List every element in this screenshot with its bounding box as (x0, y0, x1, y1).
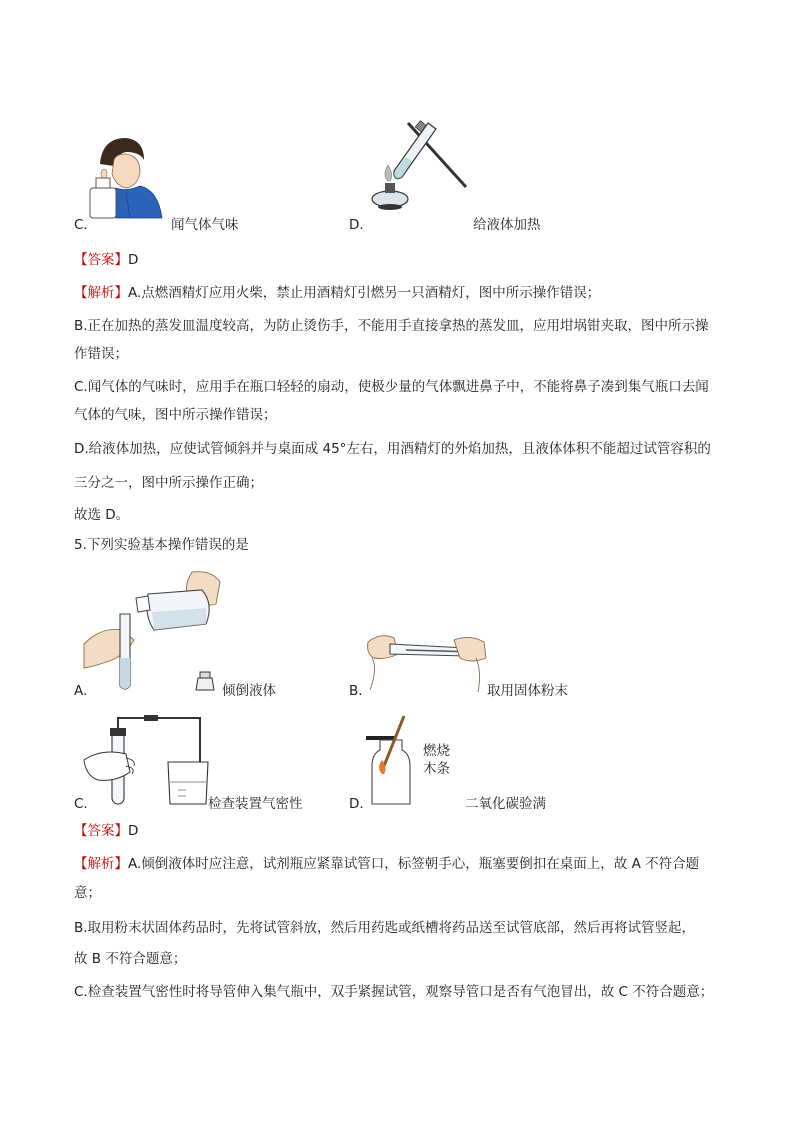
q5-analysis-line: C.检查装置气密性时将导管伸入集气瓶中，双手紧握试管，观察导管口是否有气泡冒出，故 C 不符合题意； (74, 984, 714, 1000)
q4-option-d-letter: D. (349, 217, 364, 233)
q4-option-c-letter: C. (74, 217, 88, 233)
q5-option-d-figure-text-2: 木条 (423, 761, 450, 777)
q5-option-d-caption: 二氧化碳验满 (465, 796, 546, 812)
q5-analysis-line: 【解析】A.倾倒液体时应注意，试剂瓶应紧靠试管口，标签朝手心，瓶塞要倒扣在桌面上，故 A 不符合题 (74, 856, 700, 872)
q5-answer (74, 822, 138, 840)
q5-option-d-figure-text-1: 燃烧 (423, 743, 450, 759)
q5-analysis-line: B.取用粉末状固体药品时，先将试管斜放，然后用药匙或纸槽将药品送至试管底部，然后再将试管竖起， (74, 920, 696, 936)
q5-option-a-caption: 倾倒液体 (222, 683, 276, 699)
q5-option-d-letter: D. (349, 796, 364, 812)
q4-analysis-line: 故选 D。 (74, 507, 130, 523)
heating-liquid-figure (366, 115, 476, 211)
q5-option-a-letter: A. (74, 683, 88, 699)
q5-option-c-letter: C. (74, 796, 88, 812)
q4-answer-value: D (128, 252, 139, 268)
solid-powder-figure (366, 628, 490, 696)
q4-analysis-line: 【解析】A.点燃酒精灯应用火柴，禁止用酒精灯引燃另一只酒精灯，图中所示操作错误； (74, 285, 601, 301)
q5-answer-value: D (128, 823, 139, 839)
q4-option-c-caption: 闻气体气味 (171, 217, 239, 233)
q4-analysis-tag: 【解析】 (74, 285, 128, 301)
q4-analysis-line: B.正在加热的蒸发皿温度较高，为防止烫伤手，不能用手直接拿热的蒸发皿，应用坩埚钳夹取，图中所示操 (74, 318, 709, 334)
q4-analysis-line: 作错误； (74, 346, 128, 362)
q4-answer (74, 251, 138, 269)
q5-option-c-caption: 检查装置气密性 (208, 796, 303, 812)
q5-analysis-line: 故 B 不符合题意； (74, 951, 187, 967)
q5-option-b-letter: B. (349, 683, 363, 699)
q4-answer-tag: 【答案】 (74, 252, 128, 268)
q4-option-d-caption: 给液体加热 (473, 217, 541, 233)
q4-analysis-line: D.给液体加热，应使试管倾斜并与桌面成 45°左右，用酒精灯的外焰加热，且液体体积不能超过试管容积的 (74, 441, 711, 457)
q5-question: 5.下列实验基本操作错误的是 (74, 537, 249, 553)
q4-analysis-line: 三分之一，图中所示操作正确； (74, 475, 263, 491)
q5-analysis-tag: 【解析】 (74, 856, 128, 872)
smelling-gas-figure (86, 130, 166, 220)
q4-analysis-line: 气体的气味，图中所示操作错误； (74, 407, 277, 423)
q5-option-b-caption: 取用固体粉末 (487, 683, 568, 699)
q5-analysis-line: 意； (74, 885, 101, 901)
q4-analysis-line: C.闻气体的气味时，应用手在瓶口轻轻的扇动，使极少量的气体飘进鼻子中，不能将鼻子凑到集气瓶口去闻 (74, 379, 709, 395)
q5-answer-tag: 【答案】 (74, 823, 128, 839)
pouring-liquid-figure (82, 568, 222, 694)
airtightness-figure (82, 712, 212, 808)
